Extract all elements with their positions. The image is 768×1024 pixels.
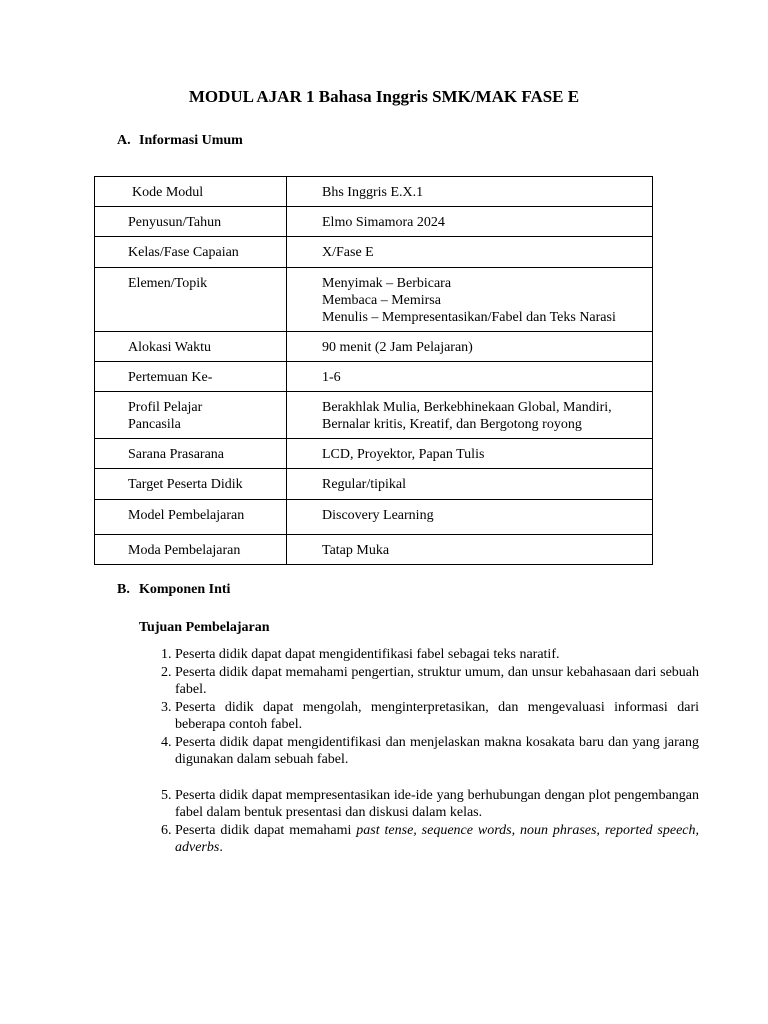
info-value: Regular/tipikal	[287, 469, 653, 500]
info-value: Bhs Inggris E.X.1	[287, 177, 653, 207]
section-a-letter: A.	[117, 133, 131, 148]
info-table	[94, 176, 653, 565]
section-a-heading	[117, 133, 243, 149]
info-key: Penyusun/Tahun	[95, 207, 287, 237]
table-row	[95, 439, 653, 469]
topic-line: Membaca – Memirsa	[322, 293, 441, 308]
list-item	[175, 822, 699, 857]
goal-subject: Peserta didik dapat	[175, 664, 282, 680]
learning-goals-list	[150, 646, 699, 857]
table-row	[95, 362, 653, 392]
goal-subject: Peserta didik dapat	[175, 787, 283, 803]
info-key: Model Pembelajaran	[95, 500, 287, 535]
info-key: Elemen/Topik	[95, 268, 287, 332]
goal-text: mengidentifikasi dan menjelaskan makna kosakata baru dan yang jarang digunakan dalam sebuah fabel.	[175, 734, 699, 767]
list-item	[175, 699, 699, 734]
info-value: 1-6	[287, 362, 653, 392]
info-key: Target Peserta Didik	[95, 469, 287, 500]
goal-text: mempresentasikan ide-ide yang berhubungan dengan plot pengembangan fabel dalam bentuk presentasi dan diskusi dalam kelas.	[175, 787, 700, 820]
tujuan-heading: Tujuan Pembelajaran	[139, 620, 270, 635]
info-value: 90 menit (2 Jam Pelajaran)	[287, 332, 653, 362]
goal-text: mengolah, menginterpretasikan, dan mengevaluasi informasi dari beberapa contoh fabel.	[175, 699, 699, 732]
goal-text: dapat mengidentifikasi fabel sebagai teks naratif.	[281, 647, 560, 662]
info-value: Berakhlak Mulia, Berkebhinekaan Global, Mandiri, Bernalar kritis, Kreatif, dan Bergotong royong	[287, 392, 653, 439]
table-row	[95, 535, 653, 565]
info-key: Kode Modul	[95, 177, 287, 207]
info-value: LCD, Proyektor, Papan Tulis	[287, 439, 653, 469]
info-value: Tatap Muka	[287, 535, 653, 565]
document-title: MODUL AJAR 1 Bahasa Inggris SMK/MAK FASE E	[188, 87, 580, 106]
list-item	[175, 734, 699, 769]
info-key: Sarana Prasarana	[95, 439, 287, 469]
info-key: Pertemuan Ke-	[95, 362, 287, 392]
info-key: Moda Pembelajaran	[95, 535, 287, 565]
goal-text: memahami pengertian, struktur umum, dan unsur kebahasaan dari sebuah fabel.	[175, 664, 699, 697]
goal-subject: Peserta didik dapat	[175, 734, 283, 750]
table-row	[95, 469, 653, 500]
table-row	[95, 500, 653, 535]
info-value	[287, 268, 653, 332]
table-row	[95, 177, 653, 207]
info-key: Profil Pelajar Pancasila	[95, 392, 287, 439]
goal-text-tail: .	[219, 840, 223, 855]
goal-subject: Peserta didik dapat	[175, 647, 282, 662]
goal-grammar-terms: past tense, sequence words, noun phrases, reported speech, adverbs	[175, 822, 699, 855]
section-b-heading	[117, 582, 230, 598]
topic-line: Menyimak – Berbicara	[322, 276, 452, 291]
info-key: Kelas/Fase Capaian	[95, 237, 287, 268]
table-row	[95, 332, 653, 362]
info-key: Alokasi Waktu	[95, 332, 287, 362]
goal-subject: Peserta didik dapat	[175, 822, 285, 838]
list-item	[175, 646, 699, 664]
table-row	[95, 268, 653, 332]
table-row	[95, 207, 653, 237]
list-item	[175, 787, 699, 822]
info-value: Discovery Learning	[287, 500, 653, 535]
goal-text: memahami	[284, 822, 357, 838]
section-a-title: Informasi Umum	[139, 133, 243, 148]
table-row	[95, 237, 653, 268]
info-value: X/Fase E	[287, 237, 653, 268]
section-b-title: Komponen Inti	[139, 582, 231, 597]
section-b-letter: B.	[117, 582, 130, 597]
goal-subject: Peserta didik dapat	[175, 699, 294, 715]
topic-line: Menulis – Mempresentasikan/Fabel dan Teks Narasi	[322, 310, 616, 325]
list-item	[175, 664, 699, 699]
table-row	[95, 392, 653, 439]
info-value: Elmo Simamora 2024	[287, 207, 653, 237]
